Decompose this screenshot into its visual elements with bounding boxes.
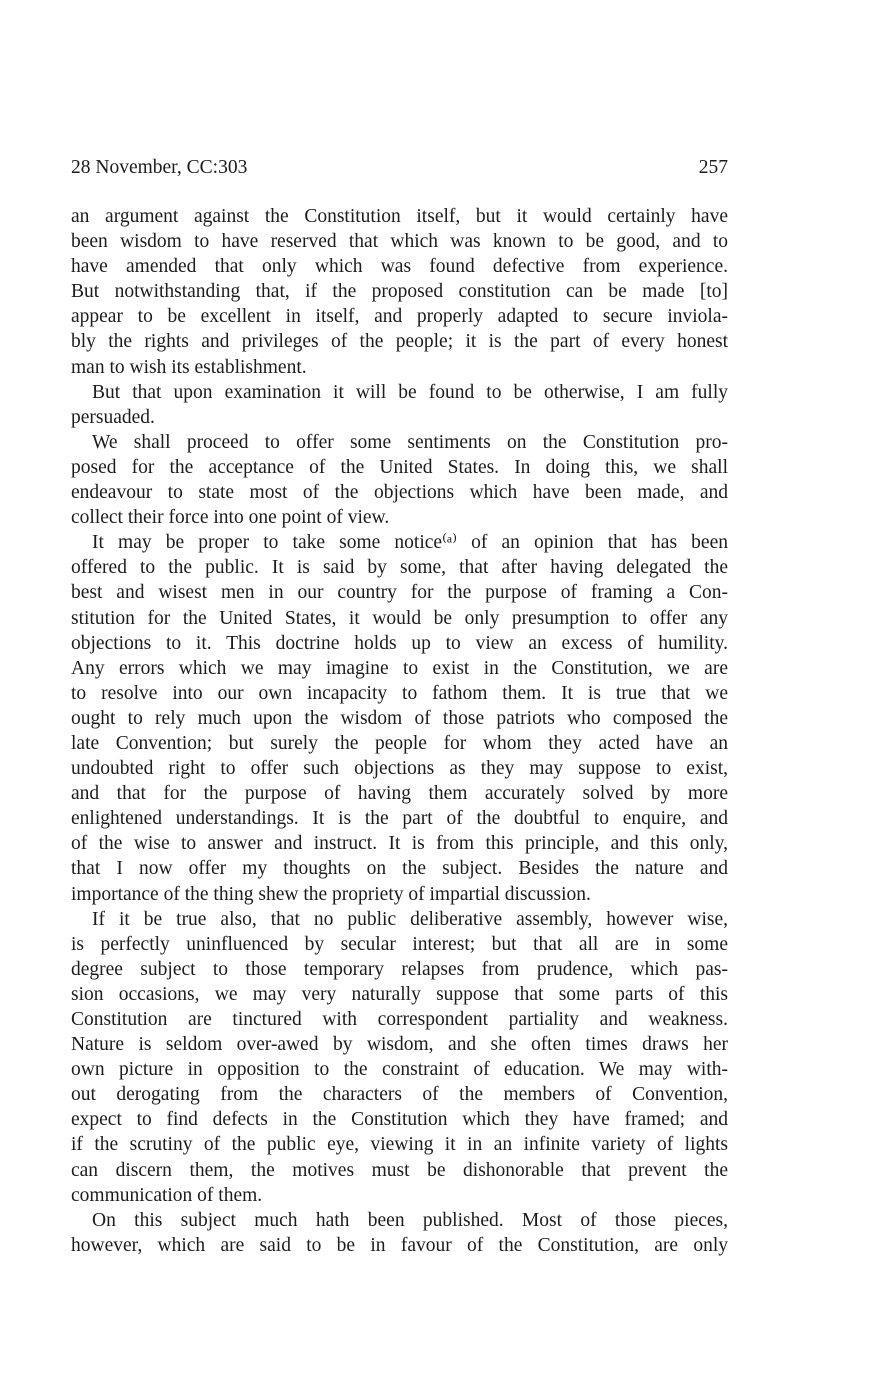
text-line: stitution for the United States, it would be only presumption to offer any <box>71 607 728 629</box>
text-line: persuaded. <box>71 406 155 428</box>
text-line: expect to find defects in the Constitution which they have framed; and <box>71 1109 728 1131</box>
text-line: sion occasions, we may very naturally suppose that some parts of this <box>71 983 728 1005</box>
text-line: own picture in opposition to the constraint of education. We may with- <box>71 1059 728 1081</box>
text-line: importance of the thing shew the propriety of impartial discussion. <box>71 883 591 905</box>
text-line: If it be true also, that no public deliberative assembly, however wise, <box>92 908 728 930</box>
text-line: It may be proper to take some notice⁽ᵃ⁾ of an opinion that has been <box>92 532 728 554</box>
text-line: of the wise to answer and instruct. It is from this principle, and this only, <box>71 833 728 855</box>
text-line: that I now offer my thoughts on the subject. Besides the nature and <box>71 858 728 880</box>
text-line: degree subject to those temporary relapses from prudence, which pas- <box>71 958 728 980</box>
text-line: bly the rights and privileges of the people; it is the part of every honest <box>71 331 728 353</box>
text-line: been wisdom to have reserved that which was known to be good, and to <box>71 231 728 253</box>
body-text <box>71 204 728 1258</box>
text-line: Nature is seldom over-awed by wisdom, and she often times draws her <box>71 1034 728 1056</box>
text-line: collect their force into one point of view. <box>71 507 390 529</box>
text-line: Any errors which we may imagine to exist in the Constitution, we are <box>71 657 728 679</box>
text-line: undoubted right to offer such objections as they may suppose to exist, <box>71 758 728 780</box>
text-line: But that upon examination it will be found to be otherwise, I am fully <box>92 381 728 403</box>
text-line: On this subject much hath been published. Most of those pieces, <box>92 1209 728 1231</box>
text-line: objections to it. This doctrine holds up to view an excess of humility. <box>71 632 728 654</box>
running-header <box>71 155 728 181</box>
running-head: 28 November, CC:303 <box>71 157 248 178</box>
text-line: enlightened understandings. It is the part of the doubtful to enquire, and <box>71 808 728 830</box>
text-line: an argument against the Constitution itself, but it would certainly have <box>71 206 728 227</box>
text-line: We shall proceed to offer some sentiments on the Constitution pro- <box>92 431 728 453</box>
text-line: appear to be excellent in itself, and properly adapted to secure inviola- <box>71 306 728 328</box>
text-line: is perfectly uninfluenced by secular interest; but that all are in some <box>71 933 728 955</box>
text-line: have amended that only which was found defective from experience. <box>71 256 728 278</box>
text-line: posed for the acceptance of the United States. In doing this, we shall <box>71 456 728 478</box>
text-line: best and wisest men in our country for the purpose of framing a Con- <box>71 582 728 604</box>
text-line: can discern them, the motives must be dishonorable that prevent the <box>71 1159 728 1181</box>
text-line: endeavour to state most of the objections which have been made, and <box>71 482 728 504</box>
text-line: But notwithstanding that, if the proposed constitution can be made [to] <box>71 281 728 303</box>
text-line: Constitution are tinctured with correspondent partiality and weakness. <box>71 1009 728 1030</box>
text-line: ought to rely much upon the wisdom of those patriots who composed the <box>71 707 728 729</box>
text-line: however, which are said to be in favour of the Constitution, are only <box>71 1234 728 1256</box>
text-line: out derogating from the characters of the members of Convention, <box>71 1084 728 1106</box>
text-line: offered to the public. It is said by some, that after having delegated the <box>71 557 728 579</box>
text-line: man to wish its establishment. <box>71 356 307 378</box>
text-line: to resolve into our own incapacity to fathom them. It is true that we <box>71 682 728 704</box>
page-number: 257 <box>698 157 728 178</box>
text-line: late Convention; but surely the people for whom they acted have an <box>71 732 728 754</box>
text-line: if the scrutiny of the public eye, viewing it in an infinite variety of lights <box>71 1134 728 1156</box>
text-line: communication of them. <box>71 1184 263 1206</box>
text-line: and that for the purpose of having them accurately solved by more <box>71 783 728 805</box>
